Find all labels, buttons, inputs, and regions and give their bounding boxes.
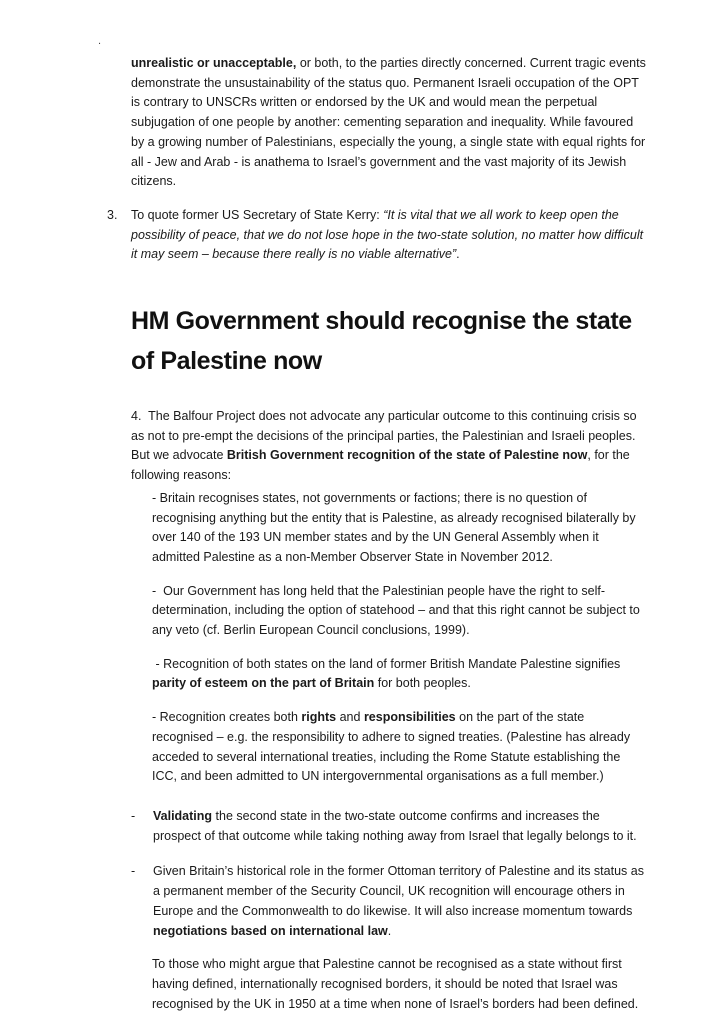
text-run: parity of esteem on the part of Britain	[152, 676, 375, 691]
text-run: British Government recognition of the state of Palestine now	[226, 448, 588, 463]
list-item-text	[131, 206, 646, 265]
text-run: unrealistic or unacceptable,	[131, 56, 297, 70]
list-item-text	[153, 807, 646, 846]
numbered-list-item	[107, 206, 646, 265]
text-run: - Recognition creates both	[152, 710, 302, 725]
text-run: “It is vital that we all work to keep open the possibility of peace, that we do not lose hope in the two-state solution, no matter how difficult it may seem – because there really is no viable alternative”	[131, 207, 644, 262]
indented-paragraph	[152, 489, 646, 568]
text-run: the second state in the two-state outcome confirms and increases the prospect of that outcome while taking nothing away from Israel that legally belongs to it.	[153, 808, 637, 843]
text-run: , for the following reasons:	[131, 448, 630, 483]
list-item-text	[153, 862, 646, 941]
dash-marker: -	[131, 864, 136, 879]
text-run: To quote former US Secretary of State Kerry:	[131, 207, 384, 222]
text-run: - Our Government has long held that the Palestinian people have the right to self-determination, including the option of statehood – and that this right cannot be subject to any veto (cf. Berlin European Council conclusions, 1999).	[152, 583, 640, 638]
indented-paragraph	[152, 582, 646, 641]
text-run: Validating	[153, 808, 213, 823]
paragraph	[131, 407, 646, 486]
text-run: or both, to the parties directly concerned. Current tragic events demonstrate the unsustainability of the status quo. Permanent Israeli occupation of the OPT is contrary to UNSCRs written or endorsed by the UK and would mean the perpetual subjugation of one people by another: cementing separation and inequality. While favoured by a growing number of Palestinians, especially the young, a single state with equal rights for all - Jew and Arab - is anathema to Israel’s government and the vast majority of its Jewish citizens.	[131, 56, 646, 189]
text-run: - Britain recognises states, not governments or factions; there is no question of recognising anything but the entity that is Palestine, as already recognised bilaterally by over 140 of the 193 UN member states and by the UN General Assembly when it admitted Palestine as a non-Member Observer State in November 2012.	[152, 490, 636, 564]
text-run: To those who might argue that Palestine cannot be recognised as a state without first having defined, internationally recognised borders, it should be noted that Israel was recognised by the UK in 1950 at a time when none of Israel’s borders had been defined.	[152, 957, 639, 1011]
stray-mark: .	[98, 35, 102, 47]
dash-list-item	[131, 807, 646, 846]
indented-paragraph	[152, 708, 646, 787]
text-run: for both peoples.	[374, 676, 471, 691]
text-run: .	[456, 247, 460, 262]
text-run: on the part of the state recognised – e.g. the responsibility to adhere to signed treaties. (Palestine has already acceded to several international treaties, including the Rome Statute establishing the ICC, and been admitted to UN intergovernmental organisations as a full member.)	[152, 710, 631, 784]
text-run: responsibilities	[363, 710, 456, 725]
document-title: HM Government should recognise the state of Palestine now	[131, 307, 632, 376]
text-run: .	[387, 923, 392, 938]
text-run: 4. The Balfour Project does not advocate any particular outcome to this continuing crisis so as not to pre-empt the decisions of the principal parties, the Palestinian and Israeli peoples. But we advocate	[131, 409, 637, 463]
paragraph	[131, 54, 646, 192]
dash-list-item	[131, 862, 646, 941]
text-run: Given Britain’s historical role in the former Ottoman territory of Palestine and its status as a permanent member of the Security Council, UK recognition will encourage others in Europe and the Commonwealth to do likewise. It will also increase momentum towards	[153, 864, 644, 918]
document-blocks	[107, 54, 646, 1014]
text-run: negotiations based on international law	[153, 923, 388, 938]
list-number: 3.	[107, 207, 118, 222]
indented-paragraph	[152, 955, 646, 1014]
text-run: rights	[301, 710, 337, 725]
text-run: and	[336, 710, 364, 725]
dash-marker: -	[131, 808, 136, 823]
text-run: - Recognition of both states on the land of former British Mandate Palestine signifies	[152, 656, 621, 671]
indented-paragraph	[152, 655, 646, 694]
